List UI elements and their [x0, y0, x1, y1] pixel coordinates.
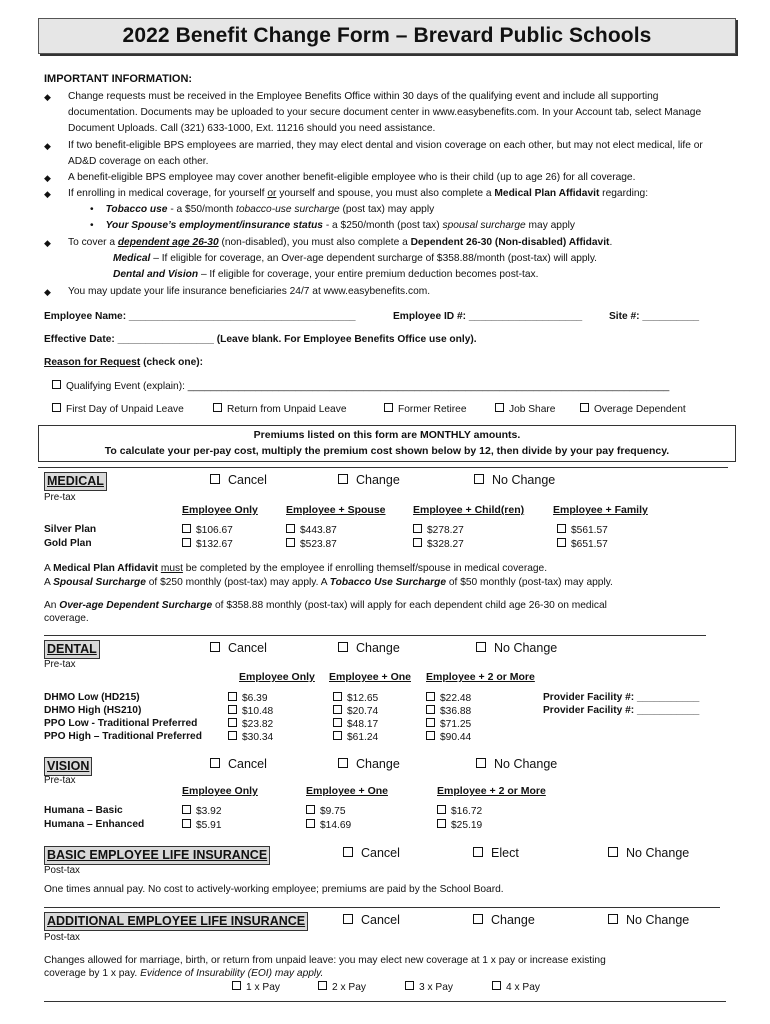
- section-divider: [44, 635, 706, 636]
- vision-plan-name: Humana – Enhanced: [44, 819, 145, 830]
- checkbox[interactable]: [213, 403, 222, 412]
- dental-price-option[interactable]: $30.34: [228, 731, 273, 743]
- dental-plan-name: PPO Low - Traditional Preferred: [44, 718, 198, 729]
- form-title: 2022 Benefit Change Form – Brevard Public Schools: [122, 24, 652, 47]
- reason-job-share[interactable]: Job Share: [495, 403, 555, 415]
- vision-heading: VISION: [44, 757, 92, 776]
- medical-note-3: An Over-age Dependent Surcharge of $358.88 monthly (post-tax) will apply for each dependent child age 26-30 on medical: [44, 600, 607, 611]
- dental-price-option[interactable]: $48.17: [333, 718, 378, 730]
- medical-note-3-cont: coverage.: [44, 613, 89, 624]
- section-divider: [44, 1001, 726, 1002]
- dental-column-header: Employee + 2 or More: [426, 671, 535, 683]
- pay-option-1x[interactable]: 1 x Pay: [232, 981, 280, 993]
- bullet-diamond-icon: ◆: [44, 189, 51, 199]
- dental-no-change-option[interactable]: No Change: [476, 641, 557, 655]
- dental-price-option[interactable]: $6.39: [228, 692, 268, 704]
- site-field[interactable]: Site #: __________: [609, 311, 700, 322]
- pay-option-2x[interactable]: 2 x Pay: [318, 981, 366, 993]
- medical-note-1: A Medical Plan Affidavit must be completed by the employee if enrolling themself/spouse in medical coverage.: [44, 563, 548, 574]
- premium-note-line-1: Premiums listed on this form are MONTHLY amounts.: [253, 429, 521, 441]
- info-bullet-5-dental-vision: Dental and Vision – If eligible for coverage, your entire premium deduction becomes post-tax.: [113, 269, 539, 280]
- vision-column-header: Employee + 2 or More: [437, 785, 546, 797]
- reason-former-retiree[interactable]: Former Retiree: [384, 403, 467, 415]
- vision-price-option[interactable]: $5.91: [182, 819, 222, 831]
- vision-price-option[interactable]: $9.75: [306, 805, 346, 817]
- additional-life-cancel-option[interactable]: Cancel: [343, 913, 400, 927]
- vision-column-header: Employee + One: [306, 785, 388, 797]
- medical-no-change-option[interactable]: No Change: [474, 473, 555, 487]
- medical-price-option[interactable]: $561.57: [557, 524, 608, 536]
- bullet-diamond-icon: ◆: [44, 141, 51, 151]
- dental-heading: DENTAL: [44, 640, 100, 659]
- medical-price-option[interactable]: $132.67: [182, 538, 233, 550]
- medical-heading: MEDICAL: [44, 472, 107, 491]
- info-bullet-4: If enrolling in medical coverage, for yourself or yourself and spouse, you must also complete a Medical Plan Affidavit regarding:: [68, 188, 649, 199]
- dental-provider-facility[interactable]: Provider Facility #: ___________: [543, 705, 700, 716]
- dental-cancel-option[interactable]: Cancel: [210, 641, 267, 655]
- medical-price-option[interactable]: $523.87: [286, 538, 337, 550]
- medical-price-option[interactable]: $328.27: [413, 538, 464, 550]
- medical-plan-name: Silver Plan: [44, 524, 97, 535]
- checkbox[interactable]: [52, 403, 61, 412]
- vision-column-header: Employee Only: [182, 785, 258, 797]
- medical-column-header: Employee + Family: [553, 504, 648, 516]
- bullet-diamond-icon: ◆: [44, 287, 51, 297]
- important-heading: IMPORTANT INFORMATION:: [44, 73, 193, 85]
- reason-first-day-unpaid[interactable]: First Day of Unpaid Leave: [52, 403, 184, 415]
- vision-change-option[interactable]: Change: [338, 757, 400, 771]
- vision-plan-name: Humana – Basic: [44, 805, 123, 816]
- premium-note-box: [38, 425, 736, 462]
- checkbox[interactable]: [52, 380, 61, 389]
- checkbox[interactable]: [580, 403, 589, 412]
- vision-cancel-option[interactable]: Cancel: [210, 757, 267, 771]
- dental-price-option[interactable]: $10.48: [228, 705, 273, 717]
- dental-change-option[interactable]: Change: [338, 641, 400, 655]
- additional-life-heading: ADDITIONAL EMPLOYEE LIFE INSURANCE: [44, 912, 308, 931]
- dental-plan-name: PPO High – Traditional Preferred: [44, 731, 202, 742]
- employee-id-field[interactable]: Employee ID #: ____________________: [393, 311, 583, 322]
- qualifying-event-field[interactable]: Qualifying Event (explain): _____________________________________________________________________________________: [52, 380, 669, 392]
- checkbox[interactable]: [495, 403, 504, 412]
- section-divider: [44, 907, 720, 908]
- premium-note-line-2: To calculate your per-pay cost, multiply the premium cost shown below by 12, then divide by your pay frequency.: [104, 445, 670, 457]
- info-bullet-6: You may update your life insurance beneficiaries 24/7 at www.easybenefits.com.: [68, 286, 431, 297]
- additional-life-no-change-option[interactable]: No Change: [608, 913, 689, 927]
- medical-column-header: Employee Only: [182, 504, 258, 516]
- dental-plan-name: DHMO Low (HD215): [44, 692, 140, 703]
- dental-plan-name: DHMO High (HS210): [44, 705, 142, 716]
- additional-life-change-option[interactable]: Change: [473, 913, 535, 927]
- info-bullet-2: If two benefit-eligible BPS employees are married, they may elect dental and vision coverage on each other, but may not elect medical, life or AD&D coverage on each other.: [68, 140, 703, 167]
- basic-life-heading: BASIC EMPLOYEE LIFE INSURANCE: [44, 846, 270, 865]
- info-bullet-3: A benefit-eligible BPS employee may cover another benefit-eligible employee who is their child (up to age 26) for all coverage.: [68, 172, 636, 183]
- reason-overage-dependent[interactable]: Overage Dependent: [580, 403, 686, 415]
- vision-price-option[interactable]: $25.19: [437, 819, 482, 831]
- dental-column-header: Employee + One: [329, 671, 411, 683]
- checkbox[interactable]: [384, 403, 393, 412]
- info-sub-bullet-2: • Your Spouse’s employment/insurance status - a $250/month (post tax) spousal surcharge may apply: [90, 220, 575, 231]
- medical-cancel-option[interactable]: Cancel: [210, 473, 267, 487]
- dental-price-option[interactable]: $61.24: [333, 731, 378, 743]
- dental-price-option[interactable]: $71.25: [426, 718, 471, 730]
- medical-tax-label: Pre-tax: [44, 492, 76, 503]
- info-bullet-5: To cover a dependent age 26-30 (non-disabled), you must also complete a Dependent 26-30 (Non-disabled) Affidavit.: [68, 237, 613, 248]
- basic-life-elect-option[interactable]: Elect: [473, 846, 519, 860]
- effective-date-field[interactable]: Effective Date: _________________ (Leave blank. For Employee Benefits Office use only).: [44, 334, 477, 345]
- medical-change-option[interactable]: Change: [338, 473, 400, 487]
- vision-no-change-option[interactable]: No Change: [476, 757, 557, 771]
- medical-price-option[interactable]: $106.67: [182, 524, 233, 536]
- medical-plan-name: Gold Plan: [44, 538, 92, 549]
- dental-tax-label: Pre-tax: [44, 659, 76, 670]
- medical-note-2: A Spousal Surcharge of $250 monthly (post-tax) may apply. A Tobacco Use Surcharge of $50 monthly (post-tax) may apply.: [44, 577, 613, 588]
- dental-provider-facility[interactable]: Provider Facility #: ___________: [543, 692, 700, 703]
- medical-column-header: Employee + Child(ren): [413, 504, 525, 516]
- basic-life-no-change-option[interactable]: No Change: [608, 846, 689, 860]
- vision-price-option[interactable]: $3.92: [182, 805, 222, 817]
- employee-name-field[interactable]: Employee Name: ________________________________________: [44, 311, 356, 322]
- dental-column-header: Employee Only: [239, 671, 315, 683]
- additional-life-note-2: coverage by 1 x pay. Evidence of Insurability (EOI) may apply.: [44, 968, 324, 979]
- vision-tax-label: Pre-tax: [44, 775, 76, 786]
- dental-price-option[interactable]: $36.88: [426, 705, 471, 717]
- bullet-diamond-icon: ◆: [44, 92, 51, 102]
- vision-price-option[interactable]: $14.69: [306, 819, 351, 831]
- info-bullet-5-medical: Medical – If eligible for coverage, an Over-age dependent surcharge of $358.88/month (post-tax) will apply.: [113, 253, 597, 264]
- medical-price-option[interactable]: $443.87: [286, 524, 337, 536]
- section-divider: [38, 467, 728, 468]
- dental-price-option[interactable]: $12.65: [333, 692, 378, 704]
- additional-life-tax-label: Post-tax: [44, 932, 80, 943]
- dental-price-option[interactable]: $90.44: [426, 731, 471, 743]
- basic-life-tax-label: Post-tax: [44, 865, 80, 876]
- form-title-box: [38, 18, 736, 54]
- reason-heading: Reason for Request (check one):: [44, 357, 204, 368]
- basic-life-note: One times annual pay. No cost to actively-working employee; premiums are paid by the School Board.: [44, 884, 504, 895]
- dental-price-option[interactable]: $22.48: [426, 692, 471, 704]
- additional-life-note-1: Changes allowed for marriage, birth, or return from unpaid leave: you may elect new coverage at 1 x pay or increase existing: [44, 955, 606, 966]
- pay-option-3x[interactable]: 3 x Pay: [405, 981, 453, 993]
- medical-price-option[interactable]: $278.27: [413, 524, 464, 536]
- pay-option-4x[interactable]: 4 x Pay: [492, 981, 540, 993]
- dental-price-option[interactable]: $20.74: [333, 705, 378, 717]
- reason-return-unpaid[interactable]: Return from Unpaid Leave: [213, 403, 346, 415]
- info-bullet-1: Change requests must be received in the Employee Benefits Office within 30 days of the qualifying event and include all supporting documentation. Documents may be uploaded to your secure document center in www.easybenefits.com. In your Account tab, select Manage Document Uploads. Call (321) 633-1000, Ext. 11216 should you need assistance.: [68, 91, 702, 134]
- bullet-diamond-icon: ◆: [44, 238, 51, 248]
- vision-price-option[interactable]: $16.72: [437, 805, 482, 817]
- info-sub-bullet-1: • Tobacco use - a $50/month tobacco-use surcharge (post tax) may apply: [90, 204, 435, 215]
- medical-price-option[interactable]: $651.57: [557, 538, 608, 550]
- dental-price-option[interactable]: $23.82: [228, 718, 273, 730]
- medical-column-header: Employee + Spouse: [286, 504, 386, 516]
- basic-life-cancel-option[interactable]: Cancel: [343, 846, 400, 860]
- bullet-diamond-icon: ◆: [44, 173, 51, 183]
